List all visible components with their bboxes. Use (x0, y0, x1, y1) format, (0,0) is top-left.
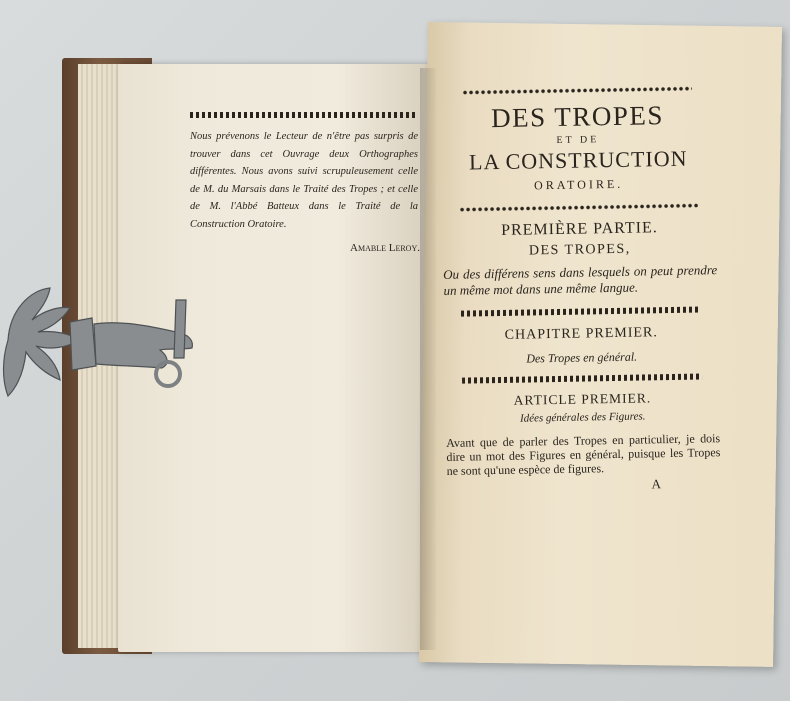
hand-and-key-bookmark (0, 270, 210, 410)
title-line-4: ORATOIRE. (533, 176, 624, 193)
chapter-rule (461, 306, 701, 316)
wrist-cuff (70, 318, 96, 370)
left-page-rule (190, 112, 415, 118)
part-title: DES TROPES, (528, 241, 631, 259)
ornament-rule-middle (459, 202, 699, 212)
title-block (440, 85, 721, 496)
book-gutter (420, 68, 436, 650)
key-bow (156, 362, 180, 386)
chapter-heading: CHAPITRE PREMIER. (504, 325, 658, 343)
title-line-3: LA CONSTRUCTION (468, 145, 688, 175)
signature-mark: A (651, 476, 662, 492)
leaf-spray (4, 288, 81, 396)
article-title: Idées générales des Figures. (519, 410, 646, 425)
publisher-signature: Amable Leroy. (350, 242, 420, 254)
body-paragraph: Avant que de parler des Tropes en particulier, je dois dire un mot des Figures en général, puisque les Tropes ne sont qu'une espèce de figures. (446, 431, 721, 478)
part-description: Ou des différens sens dans lesquels on peut prendre un même mot dans une même langue. (443, 262, 718, 298)
chapter-title: Des Tropes en général. (526, 349, 638, 366)
title-line-1: DES TROPES (490, 100, 665, 134)
key-shaft (174, 300, 186, 358)
part-heading: PREMIÈRE PARTIE. (500, 219, 658, 239)
title-line-2: ET DE (556, 134, 600, 146)
article-rule (462, 373, 702, 383)
publisher-notice: Nous prévenons le Lecteur de n'être pas surpris de trouver dans cet Ouvrage deux Orthographes différentes. Nous avons suivi scrupuleusement celle de M. du Marsais dans le Traité des Tropes ; et celle de M. l'Abbé Batteux dans le Traité de la Construction Oratoire. (190, 131, 418, 230)
article-heading: ARTICLE PREMIER. (513, 390, 652, 408)
